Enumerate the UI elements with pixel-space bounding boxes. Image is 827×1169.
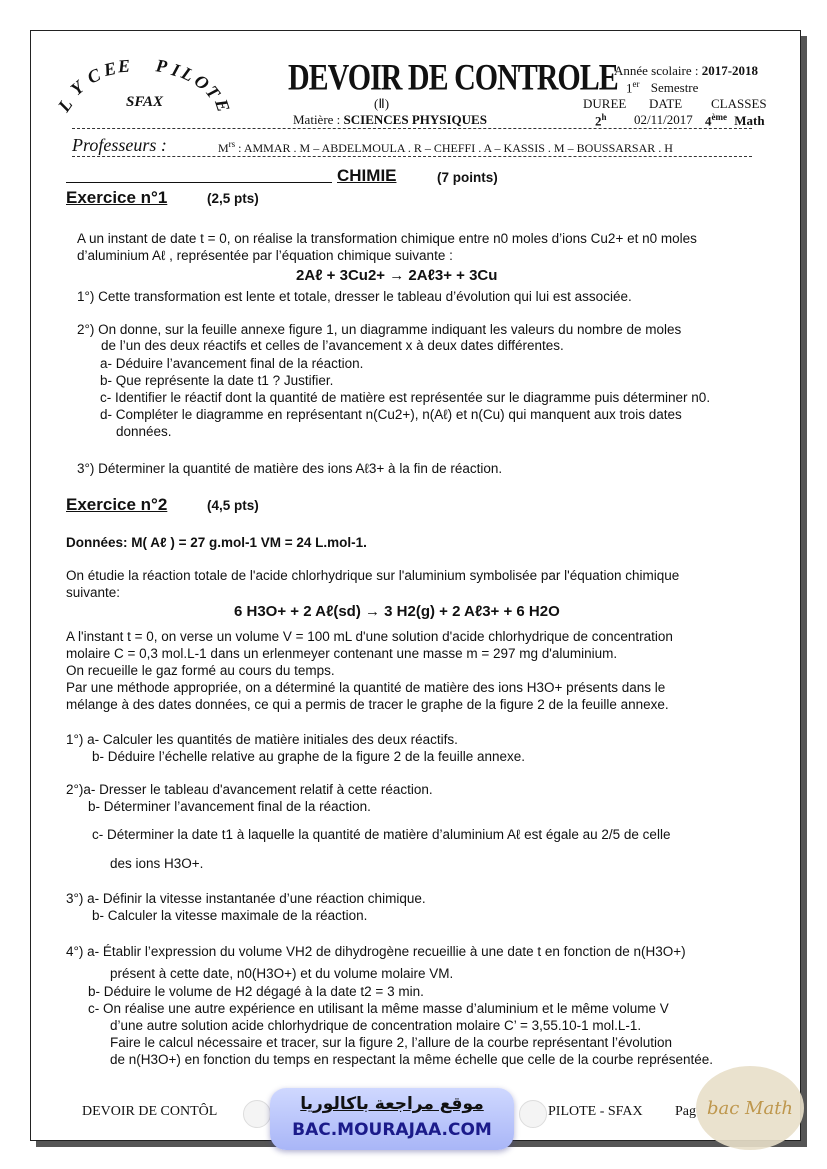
ex2-q4c-line3: Faire le calcul nécessaire et tracer, sur la figure 2, l’allure de la courbe représentant l’évolution bbox=[110, 1035, 673, 1050]
ex2-title: Exercice n°2 bbox=[66, 495, 168, 514]
ex2-q2c-line2: des ions H3O+. bbox=[110, 856, 204, 871]
ex2-q1a: 1°) a- Calculer les quantités de matière initiales des deux réactifs. bbox=[66, 732, 458, 747]
page-title: DEVOIR DE CONTROLE bbox=[288, 57, 618, 99]
ex1-q2d-line1: d- Compléter le diagramme en représentant n(Cu2+), n(Aℓ) et n(Cu) qui manquent aux trois dates bbox=[100, 407, 682, 422]
ex2-intro1: On étudie la réaction totale de l'acide chlorhydrique sur l'aluminium symbolisée par l'équation chimique bbox=[66, 568, 680, 583]
site-logo-icon bbox=[243, 1100, 271, 1128]
ex1-q2-line2: de l’un des deux réactifs et celles de l’avancement x à deux dates différentes. bbox=[101, 338, 564, 353]
matiere-value: SCIENCES PHYSIQUES bbox=[343, 112, 487, 127]
ex2-p2: molaire C = 0,3 mol.L-1 dans un erlenmeyer contenant une masse m = 297 mg d'aluminium. bbox=[66, 646, 618, 661]
annee-row bbox=[614, 63, 758, 79]
ex1-q2b: b- Que représente la date t1 ? Justifier. bbox=[100, 373, 334, 388]
section-rule bbox=[66, 182, 332, 183]
ex2-q4c-line2: d’une autre solution acide chlorhydrique de concentration molaire C’ = 3,55.10-1 mol.L-1. bbox=[110, 1018, 642, 1033]
section-points: (7 points) bbox=[437, 170, 498, 185]
banner-arabic[interactable]: موقع مراجعة باكالوريا bbox=[300, 1094, 484, 1114]
site-logo-icon bbox=[519, 1100, 547, 1128]
professeurs-list: $M^{rs}$ : AMMAR . M – ABDELMOULA . R – CHEFFI . A – KASSIS . M – BOUSSARSAR . H bbox=[218, 139, 673, 155]
professeurs-label: Professeurs : bbox=[72, 135, 167, 155]
classe-value: 4ème Math bbox=[705, 112, 765, 129]
col-classes: CLASSES bbox=[711, 96, 767, 111]
footer-left: DEVOIR DE CONTÔL bbox=[82, 1104, 218, 1119]
ex2-q4c-line1: c- On réalise une autre expérience en utilisant la même masse d’aluminium et le même volume V bbox=[88, 1001, 669, 1016]
ex2-p3: On recueille le gaz formé au cours du temps. bbox=[66, 663, 335, 678]
bac-math-watermark: bac Math bbox=[696, 1066, 804, 1150]
pilote-letter: P bbox=[154, 55, 169, 77]
site-banner[interactable] bbox=[270, 1088, 514, 1150]
lycee-letter: Y bbox=[66, 76, 88, 100]
ex2-p5: mélange à des dates données, ce qui a permis de tracer le graphe de la figure 2 de la feuille annexe. bbox=[66, 697, 669, 712]
matiere-row bbox=[293, 112, 487, 128]
ex2-points: (4,5 pts) bbox=[207, 498, 259, 513]
sfax-text: SFAX bbox=[126, 94, 163, 110]
ex2-q2a: 2°)a- Dresser le tableau d'avancement relatif à cette réaction. bbox=[66, 782, 433, 797]
col-duree: DUREE bbox=[583, 96, 627, 111]
ex2-q3b: b- Calculer la vitesse maximale de la réaction. bbox=[92, 908, 368, 923]
ex2-q4a-line2: présent à cette date, n0(H3O+) et du volume molaire VM. bbox=[110, 966, 454, 981]
ex2-p1: A l'instant t = 0, on verse un volume V = 100 mL d'une solution d'acide chlorhydrique de concentration bbox=[66, 629, 673, 644]
pilote-letter: I bbox=[169, 59, 183, 81]
ex2-q4b: b- Déduire le volume de H2 dégagé à la date t2 = 3 min. bbox=[88, 984, 424, 999]
ex1-q2a: a- Déduire l’avancement final de la réaction. bbox=[100, 356, 364, 371]
divider bbox=[72, 128, 752, 129]
lycee-letter: E bbox=[117, 55, 131, 77]
ex1-q2c: c- Identifier le réactif dont la quantité de matière est représentée sur le diagramme puis déterminer n0. bbox=[100, 390, 711, 405]
lycee-letter: C bbox=[84, 64, 104, 88]
ex1-q3: 3°) Déterminer la quantité de matière des ions Aℓ3+ à la fin de réaction. bbox=[77, 461, 503, 476]
ex1-intro2: d’aluminium Aℓ , représentée par l’équation chimique suivante : bbox=[77, 248, 453, 263]
pilote-letter: O bbox=[190, 70, 214, 94]
divider bbox=[72, 156, 752, 157]
lycee-letter: L bbox=[53, 94, 77, 116]
pilote-letter: T bbox=[201, 81, 225, 103]
ex2-q4c-line4: de n(H3O+) en fonction du temps en respectant la même échelle que celle de la courbe représentée. bbox=[110, 1052, 713, 1067]
section-title: CHIMIE bbox=[337, 166, 397, 185]
devoir-number: (Ⅱ) bbox=[374, 96, 390, 111]
ex1-equation: 2Aℓ + 3Cu2+ → 2Aℓ3+ + 3Cu bbox=[296, 267, 498, 284]
annee-value: 2017-2018 bbox=[701, 63, 759, 78]
ex1-title: Exercice n°1 bbox=[66, 188, 168, 207]
ex2-q2c-line1: c- Déterminer la date t1 à laquelle la quantité de matière d’aluminium Aℓ est égale au 2/5 de celle bbox=[92, 827, 671, 842]
ex2-equation: 6 H3O+ + 2 Aℓ(sd) → 3 H2(g) + 2 Aℓ3+ + 6 H2O bbox=[234, 603, 560, 620]
ex2-q4a-line1: 4°) a- Établir l’expression du volume VH2 de dihydrogène recueillie à une date t en fonction de n(H3O+) bbox=[66, 944, 686, 959]
annee-label: Année scolaire : bbox=[614, 63, 699, 78]
duree-value: 2$^h$ bbox=[595, 112, 607, 129]
ex1-q2d-line2: données. bbox=[116, 424, 172, 439]
date-value: 02/11/2017 bbox=[634, 112, 693, 127]
ex2-intro2: suivante: bbox=[66, 585, 121, 600]
ex1-q2-line1: 2°) On donne, sur la feuille annexe figure 1, un diagramme indiquant les valeurs du nombre de moles bbox=[77, 322, 682, 337]
footer-right: PILOTE - SFAX bbox=[548, 1104, 643, 1119]
semestre-row: 1er Semestre bbox=[626, 79, 699, 96]
ex2-q2b: b- Déterminer l’avancement final de la réaction. bbox=[88, 799, 371, 814]
ex1-intro1: A un instant de date t = 0, on réalise la transformation chimique entre n0 moles d’ions Cu2+ et n0 moles bbox=[77, 231, 697, 246]
ex2-q1b: b- Déduire l’échelle relative au graphe de la figure 2 de la feuille annexe. bbox=[92, 749, 526, 764]
lycee-letter: E bbox=[101, 57, 118, 81]
ex2-donnees: Données: M( Aℓ ) = 27 g.mol-1 VM = 24 L.mol-1. bbox=[66, 535, 367, 550]
pilote-letter: E bbox=[211, 96, 234, 115]
ex1-q1: 1°) Cette transformation est lente et totale, dresser le tableau d’évolution qui lui est associée. bbox=[77, 289, 632, 304]
matiere-label: Matière : bbox=[293, 112, 341, 127]
footer-page: Pag bbox=[675, 1104, 696, 1119]
ex2-p4: Par une méthode appropriée, on a déterminé la quantité de matière des ions H3O+ présents dans le bbox=[66, 680, 666, 695]
pilote-letter: L bbox=[178, 62, 198, 86]
ex1-points: (2,5 pts) bbox=[207, 191, 259, 206]
ex2-q3a: 3°) a- Définir la vitesse instantanée d’une réaction chimique. bbox=[66, 891, 426, 906]
col-date: DATE bbox=[649, 96, 683, 111]
banner-url[interactable]: BAC.MOURAJAA.COM bbox=[292, 1120, 492, 1140]
